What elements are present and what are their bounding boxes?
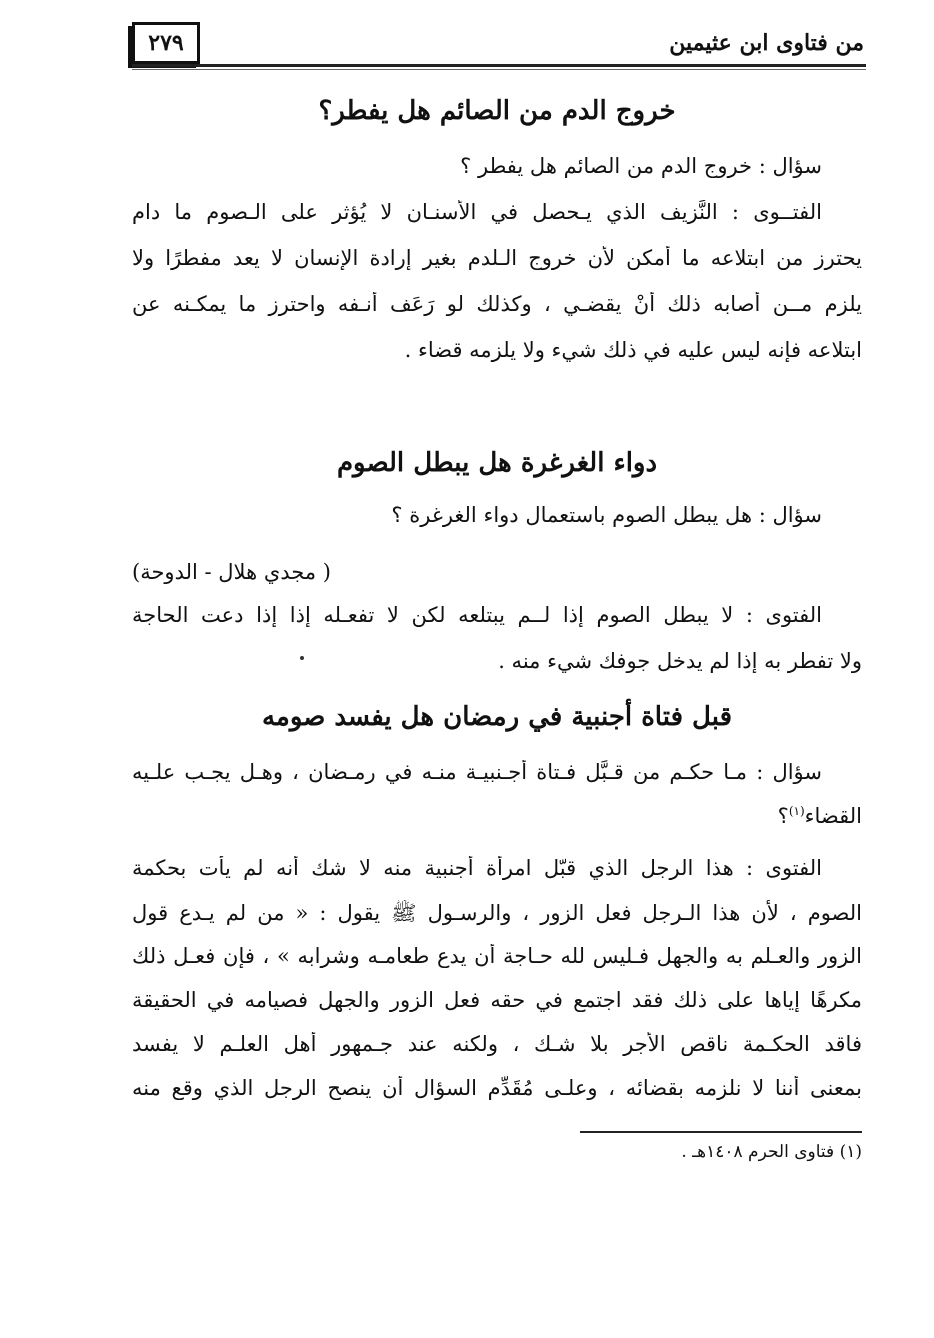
question-1: سؤال : خروج الدم من الصائم هل يفطر ؟ bbox=[460, 154, 822, 178]
question-3-line-2 bbox=[132, 804, 862, 828]
answer-1-line-4: ابتلاعه فإنه ليس عليه في ذلك شيء ولا يلزمه قضاء . bbox=[404, 338, 862, 362]
question-3-end: ؟ bbox=[777, 804, 789, 828]
header-rule bbox=[132, 64, 866, 67]
asker-2: ( مجدي هلال - الدوحة) bbox=[132, 560, 331, 584]
answer-1-line-3: يلزم مــن أصابه ذلك أنْ يقضـي ، وكذلك لو رَعَف أنـفه واحترز ما يمكـنه عن bbox=[132, 292, 862, 316]
answer-3-line-5: فاقد الحكـمة ناقص الأجر بلا شـك ، ولكنه عند جـمهور أهل العلـم لا يفسد bbox=[132, 1032, 862, 1056]
answer-2-line-2: ولا تفطر به إذا لم يدخل جوفك شيء منه . bbox=[498, 649, 862, 673]
answer-1-line-2: يحترز من ابتلاعه ما أمكن لأن خروج الـلدم بغير إرادة الإنسان لا يعد مفطرًا ولا bbox=[132, 246, 862, 270]
header-rule-thin bbox=[132, 69, 866, 70]
footnote-rule bbox=[580, 1131, 862, 1133]
book-title: من فتاوى ابن عثيمين bbox=[669, 30, 864, 56]
answer-3-line-1: الفتوى : هذا الرجل الذي قبّل امرأة أجنبية منه لا شك أنه لم يأت بحكمة bbox=[132, 856, 822, 880]
answer-3-line-3: الزور والعـلم به والجهل فـليس لله حـاجة أن يدع طعامـه وشرابه » ، فإن فعـل ذلك bbox=[132, 944, 862, 968]
section-heading-1: خروج الدم من الصائم هل يفطر؟ bbox=[318, 96, 676, 126]
footnote: (١) فتاوى الحرم ١٤٠٨هـ . bbox=[681, 1142, 862, 1162]
section-heading-2: دواء الغرغرة هل يبطل الصوم bbox=[336, 448, 658, 478]
answer-3-line-4: مكرهًا إياها على ذلك فقد اجتمع في حقه فعل الزور والجهل فصيامه في الحقيقة bbox=[132, 988, 862, 1012]
question-3-line-1: سؤال : مـا حكـم من قـبَّل فـتاة أجـنبيـة منـه في رمـضان ، وهـل يجـب علـيه bbox=[132, 760, 822, 784]
section-heading-3: قبل فتاة أجنبية في رمضان هل يفسد صومه bbox=[261, 702, 733, 732]
page-number: ٢٧٩ bbox=[132, 22, 200, 64]
scan-speck bbox=[300, 656, 304, 660]
question-3-text: القضاء bbox=[804, 804, 862, 828]
question-2: سؤال : هل يبطل الصوم باستعمال دواء الغرغرة ؟ bbox=[391, 503, 822, 527]
footnote-ref[interactable]: (١) bbox=[788, 804, 805, 818]
answer-2-line-1: الفتوى : لا يبطل الصوم إذا لــم يبتلعه لكن لا تفعـله إذا إذا دعت الحاجة bbox=[132, 603, 822, 627]
page-header bbox=[132, 18, 864, 68]
answer-3-line-2: الصوم ، لأن هذا الـرجل فعل الزور ، والرسـول ﷺ يقول : « من لم يـدع قول bbox=[132, 901, 862, 925]
answer-1-line-1: الفتــوى : النَّزيف الذي يـحصل في الأسنـان لا يُؤثر على الـصوم ما دام bbox=[132, 200, 822, 224]
answer-3-line-6: بمعنى أننا لا نلزمه بقضائه ، وعلـى مُقَدِّم السؤال أن ينصح الرجل الذي وقع منه bbox=[132, 1076, 862, 1100]
